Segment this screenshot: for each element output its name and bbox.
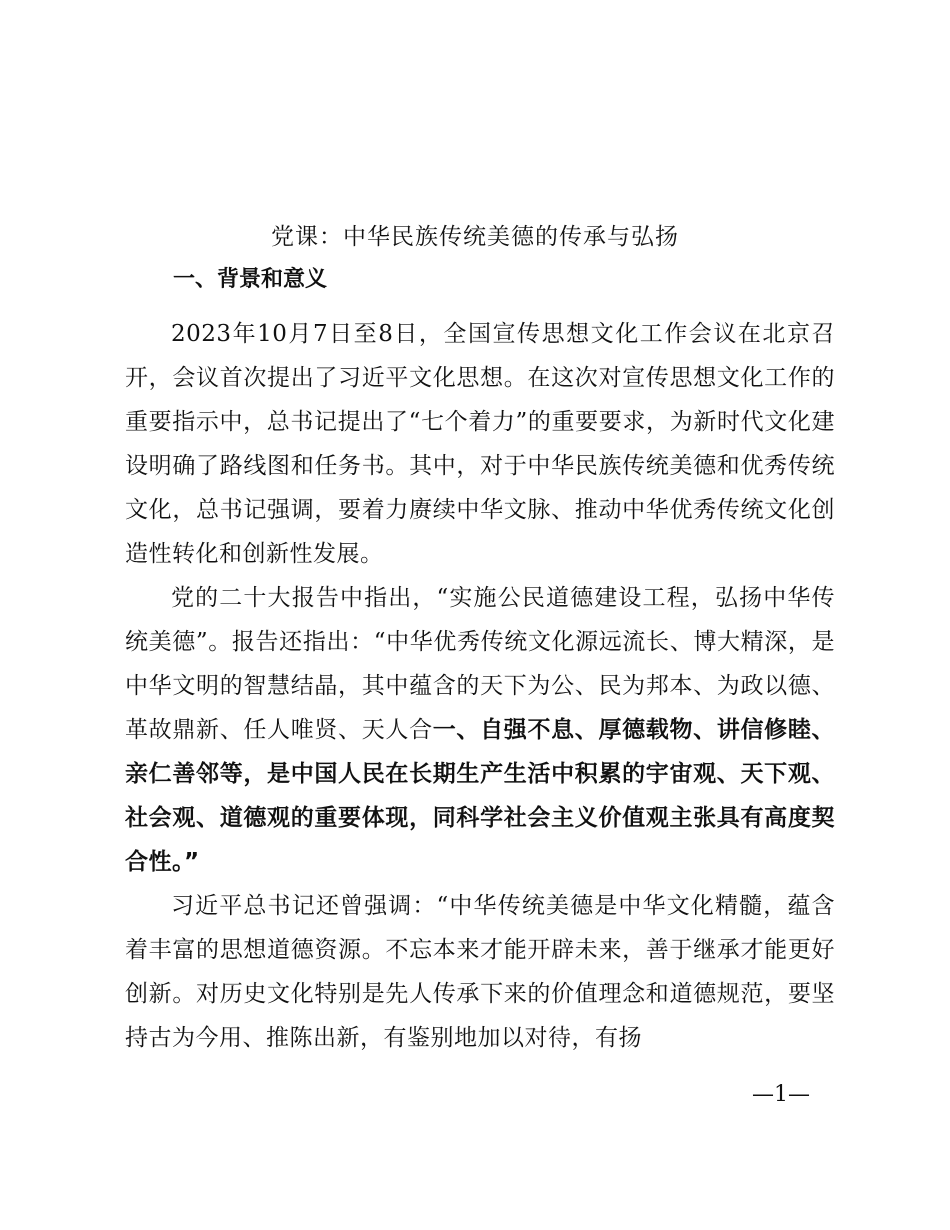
page-number: —1—	[752, 1082, 810, 1107]
document-body	[125, 265, 835, 1060]
paragraph-1: 2023年10月7日至8日，全国宣传思想文化工作会议在北京召开，会议首次提出了习近平文化思想。在这次对宣传思想文化工作的重要指示中，总书记提出了“七个着力”的重要要求，为新时代文化建设明确了路线图和任务书。其中，对于中华民族传统美德和优秀传统文化，总书记强调，要着力赓续中华文脉、推动中华优秀传统文化创造性转化和创新性发展。	[125, 321, 835, 567]
paragraph-2-bold-text: 一、自强不息、厚德载物、讲信修睦、亲仁善邻等，是中国人民在长期生产生活中积累的宇宙观、天下观、社会观、道德观的重要体现，同科学社会主义价值观主张具有高度契合性。”	[125, 717, 836, 875]
section-heading: 一、背景和意义	[173, 267, 328, 292]
document-title: 党课：中华民族传统美德的传承与弘扬	[271, 224, 679, 250]
paragraph-2-regular-text: 党的二十大报告中指出，“实施公民道德建设工程，弘扬中华传统美德”。报告还指出：“中华优秀传统文化源远流长、博大精深，是中华文明的智慧结晶，其中蕴含的天下为公、民为邦本、为政以德、革故鼎新、任人唯贤、天人合	[125, 585, 835, 743]
paragraph-3: 习近平总书记还曾强调：“中华传统美德是中华文化精髓，蕴含着丰富的思想道德资源。不忘本来才能开辟未来，善于继承才能更好创新。对历史文化特别是先人传承下来的价值理念和道德规范，要坚持古为今用、推陈出新，有鉴别地加以对待，有扬	[125, 893, 835, 1051]
paragraph-2	[125, 576, 835, 884]
